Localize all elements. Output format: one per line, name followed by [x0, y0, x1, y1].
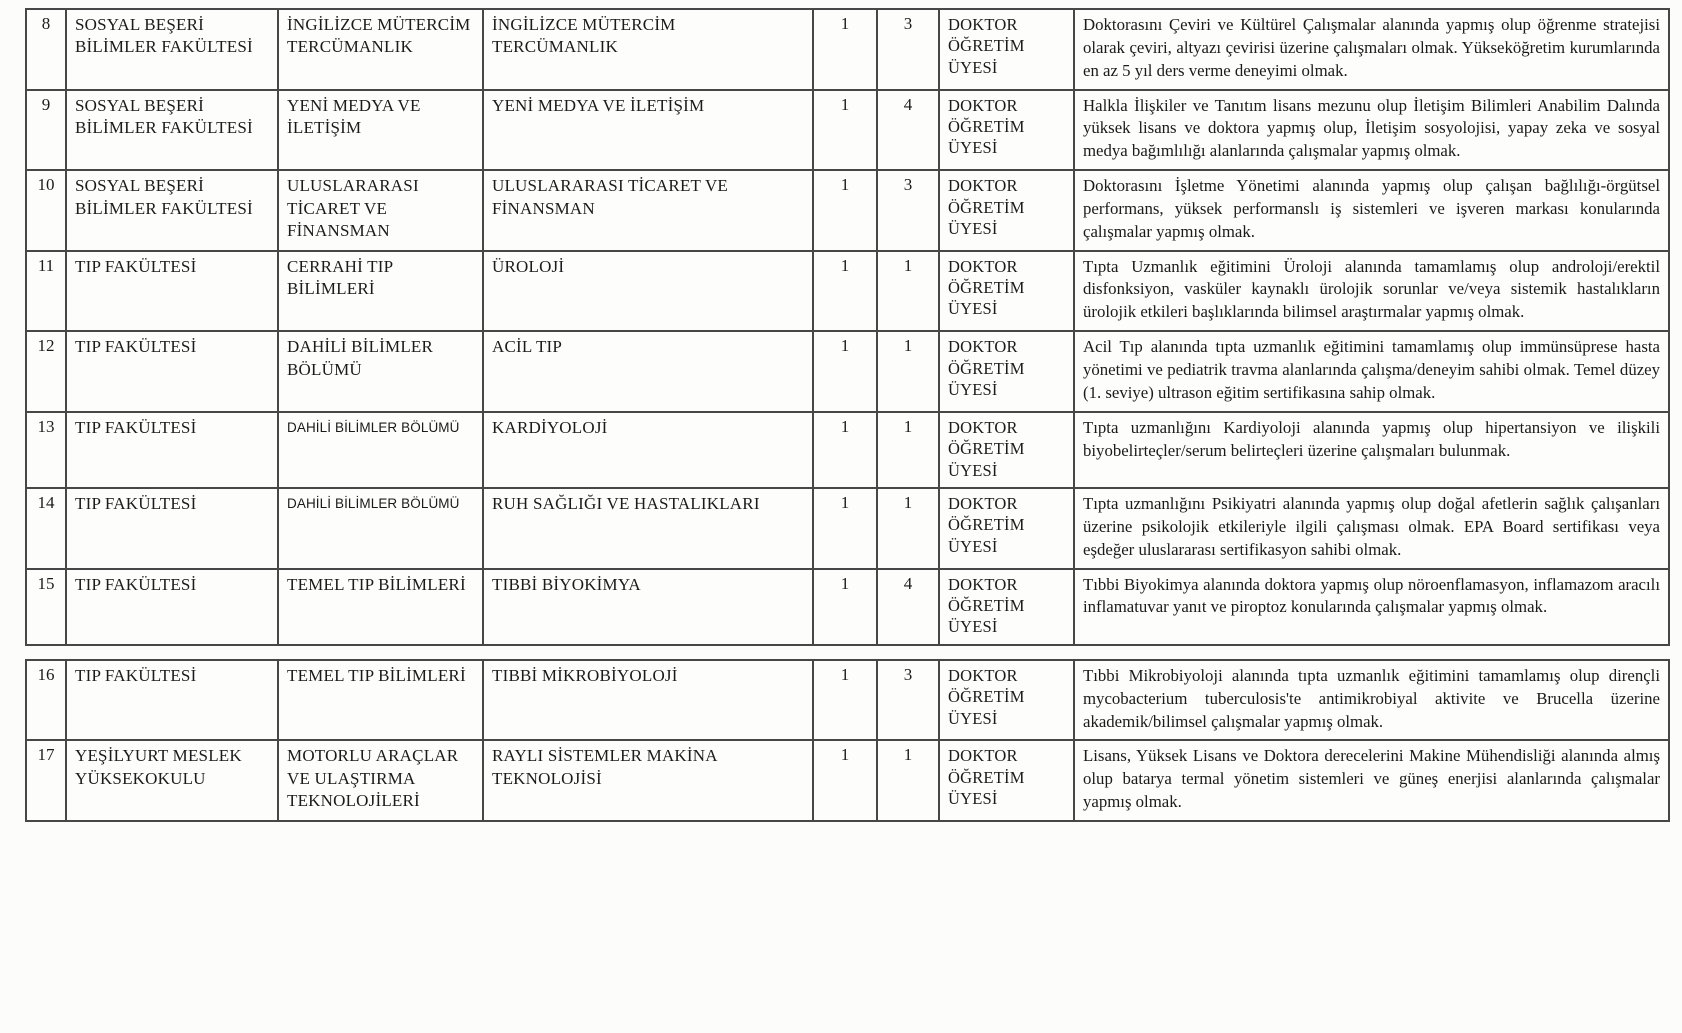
degree-count-cell: 1: [877, 331, 939, 412]
requirements-cell: Tıpta uzmanlığını Kardiyoloji alanında yapmış olup hipertansiyon ve ilişkili biyobelirteçler/serum belirteçleri üzerine çalışmaları bulunmak.: [1074, 412, 1669, 488]
quota-count-cell: 1: [813, 660, 877, 741]
position-row: [26, 9, 1669, 90]
department-cell: İNGİLİZCE MÜTERCİM TERCÜMANLIK: [278, 9, 483, 90]
row-number-cell: 17: [26, 740, 66, 821]
position-row: [26, 660, 1669, 741]
academic-title-cell: DOKTOR ÖĞRETİM ÜYESİ: [939, 9, 1074, 90]
department-cell: DAHİLİ BİLİMLER BÖLÜMÜ: [278, 412, 483, 488]
position-row: [26, 740, 1669, 821]
position-row: [26, 251, 1669, 332]
program-cell: TIBBİ MİKROBİYOLOJİ: [483, 660, 813, 741]
program-cell: RAYLI SİSTEMLER MAKİNA TEKNOLOJİSİ: [483, 740, 813, 821]
program-cell: KARDİYOLOJİ: [483, 412, 813, 488]
degree-count-cell: 1: [877, 251, 939, 332]
requirements-cell: Tıbbi Biyokimya alanında doktora yapmış olup nöroenflamasyon, inflamazom aracılı inflamatuvar yanıt ve piroptoz konularında çalışmalar yapmış olmak.: [1074, 569, 1669, 645]
quota-count-cell: 1: [813, 9, 877, 90]
row-number-cell: 16: [26, 660, 66, 741]
row-number-cell: 13: [26, 412, 66, 488]
academic-title-cell: DOKTOR ÖĞRETİM ÜYESİ: [939, 251, 1074, 332]
faculty-cell: SOSYAL BEŞERİ BİLİMLER FAKÜLTESİ: [66, 90, 278, 171]
department-cell: TEMEL TIP BİLİMLERİ: [278, 569, 483, 645]
program-cell: ACİL TIP: [483, 331, 813, 412]
row-number-cell: 11: [26, 251, 66, 332]
row-number-cell: 12: [26, 331, 66, 412]
academic-title-cell: DOKTOR ÖĞRETİM ÜYESİ: [939, 331, 1074, 412]
program-cell: RUH SAĞLIĞI VE HASTALIKLARI: [483, 488, 813, 569]
requirements-cell: Tıpta Uzmanlık eğitimini Üroloji alanında tamamlamış olup androloji/erektil disfonksiyon, vasküler kaynaklı ürolojik sorunlar ve/veya sistemik hastalıkların ürolojik etkileri başlıklarında bilimsel araştırmalar yapmış olmak.: [1074, 251, 1669, 332]
faculty-cell: TIP FAKÜLTESİ: [66, 660, 278, 741]
positions-table-upper: [25, 8, 1670, 646]
faculty-cell: TIP FAKÜLTESİ: [66, 412, 278, 488]
degree-count-cell: 1: [877, 488, 939, 569]
positions-table-body-lower: [26, 660, 1669, 821]
quota-count-cell: 1: [813, 331, 877, 412]
program-cell: TIBBİ BİYOKİMYA: [483, 569, 813, 645]
department-cell: YENİ MEDYA VE İLETİŞİM: [278, 90, 483, 171]
quota-count-cell: 1: [813, 488, 877, 569]
requirements-cell: Tıbbi Mikrobiyoloji alanında tıpta uzmanlık eğitimini tamamlamış olup dirençli mycobacterium tuberculosis'te antimikrobiyal aktivite ve Brucella üzerine akademik/bilimsel çalışmalar yapmış olmak.: [1074, 660, 1669, 741]
row-number-cell: 14: [26, 488, 66, 569]
position-row: [26, 412, 1669, 488]
positions-table-body-upper: [26, 9, 1669, 645]
faculty-cell: TIP FAKÜLTESİ: [66, 488, 278, 569]
row-number-cell: 10: [26, 170, 66, 251]
faculty-cell: TIP FAKÜLTESİ: [66, 251, 278, 332]
degree-count-cell: 3: [877, 9, 939, 90]
row-number-cell: 8: [26, 9, 66, 90]
department-cell: ULUSLARARASI TİCARET VE FİNANSMAN: [278, 170, 483, 251]
faculty-cell: SOSYAL BEŞERİ BİLİMLER FAKÜLTESİ: [66, 170, 278, 251]
program-cell: ULUSLARARASI TİCARET VE FİNANSMAN: [483, 170, 813, 251]
program-cell: ÜROLOJİ: [483, 251, 813, 332]
department-cell: TEMEL TIP BİLİMLERİ: [278, 660, 483, 741]
requirements-cell: Acil Tıp alanında tıpta uzmanlık eğitimini tamamlamış olup immünsüprese hasta yönetimi ve pediatrik travma alanlarında çalışma/deneyim sahibi olmak. Temel düzey (1. seviye) ultrason eğitim sertifikasına sahip olmak.: [1074, 331, 1669, 412]
quota-count-cell: 1: [813, 90, 877, 171]
quota-count-cell: 1: [813, 740, 877, 821]
faculty-cell: TIP FAKÜLTESİ: [66, 331, 278, 412]
quota-count-cell: 1: [813, 170, 877, 251]
requirements-cell: Halkla İlişkiler ve Tanıtım lisans mezunu olup İletişim Bilimleri Anabilim Dalında yüksek lisans ve doktora yapmış olup, İletişim sosyolojisi, yapay zeka ve sosyal medya bağımlılığı alanlarında çalışmalar yapmış olmak.: [1074, 90, 1669, 171]
department-cell: CERRAHİ TIP BİLİMLERİ: [278, 251, 483, 332]
degree-count-cell: 4: [877, 90, 939, 171]
degree-count-cell: 3: [877, 170, 939, 251]
degree-count-cell: 4: [877, 569, 939, 645]
academic-title-cell: DOKTOR ÖĞRETİM ÜYESİ: [939, 170, 1074, 251]
row-number-cell: 15: [26, 569, 66, 645]
position-row: [26, 170, 1669, 251]
academic-title-cell: DOKTOR ÖĞRETİM ÜYESİ: [939, 740, 1074, 821]
degree-count-cell: 3: [877, 660, 939, 741]
requirements-cell: Tıpta uzmanlığını Psikiyatri alanında yapmış olup doğal afetlerin sağlık çalışanları üzerine psikolojik etkileriyle ilgili çalışması olmak. EPA Board sertifikası veya eşdeğer uluslararası sertifikasyon sahibi olmak.: [1074, 488, 1669, 569]
requirements-cell: Doktorasını Çeviri ve Kültürel Çalışmalar alanında yapmış olup öğrenme stratejisi olarak çeviri, altyazı çevirisi üzerine çalışmaları olmak. Yükseköğretim kurumlarında en az 5 yıl ders verme deneyimi olmak.: [1074, 9, 1669, 90]
department-cell: MOTORLU ARAÇLAR VE ULAŞTIRMA TEKNOLOJİLERİ: [278, 740, 483, 821]
quota-count-cell: 1: [813, 569, 877, 645]
academic-title-cell: DOKTOR ÖĞRETİM ÜYESİ: [939, 660, 1074, 741]
quota-count-cell: 1: [813, 251, 877, 332]
department-cell: DAHİLİ BİLİMLER BÖLÜMÜ: [278, 331, 483, 412]
academic-title-cell: DOKTOR ÖĞRETİM ÜYESİ: [939, 488, 1074, 569]
program-cell: YENİ MEDYA VE İLETİŞİM: [483, 90, 813, 171]
department-cell: DAHİLİ BİLİMLER BÖLÜMÜ: [278, 488, 483, 569]
position-row: [26, 90, 1669, 171]
degree-count-cell: 1: [877, 412, 939, 488]
position-row: [26, 569, 1669, 645]
positions-table-lower: [25, 659, 1670, 822]
position-row: [26, 331, 1669, 412]
position-row: [26, 488, 1669, 569]
academic-title-cell: DOKTOR ÖĞRETİM ÜYESİ: [939, 90, 1074, 171]
academic-title-cell: DOKTOR ÖĞRETİM ÜYESİ: [939, 569, 1074, 645]
degree-count-cell: 1: [877, 740, 939, 821]
row-number-cell: 9: [26, 90, 66, 171]
faculty-cell: YEŞİLYURT MESLEK YÜKSEKOKULU: [66, 740, 278, 821]
faculty-cell: SOSYAL BEŞERİ BİLİMLER FAKÜLTESİ: [66, 9, 278, 90]
academic-title-cell: DOKTOR ÖĞRETİM ÜYESİ: [939, 412, 1074, 488]
program-cell: İNGİLİZCE MÜTERCİM TERCÜMANLIK: [483, 9, 813, 90]
requirements-cell: Lisans, Yüksek Lisans ve Doktora derecelerini Makine Mühendisliği alanında almış olup batarya termal yönetim sistemleri ve güneş enerjisi alanlarında çalışmalar yapmış olmak.: [1074, 740, 1669, 821]
quota-count-cell: 1: [813, 412, 877, 488]
requirements-cell: Doktorasını İşletme Yönetimi alanında yapmış olup çalışan bağlılığı-örgütsel performans, yüksek performanslı iş sistemleri ve işveren markası konularında çalışmalar yapmış olmak.: [1074, 170, 1669, 251]
faculty-cell: TIP FAKÜLTESİ: [66, 569, 278, 645]
